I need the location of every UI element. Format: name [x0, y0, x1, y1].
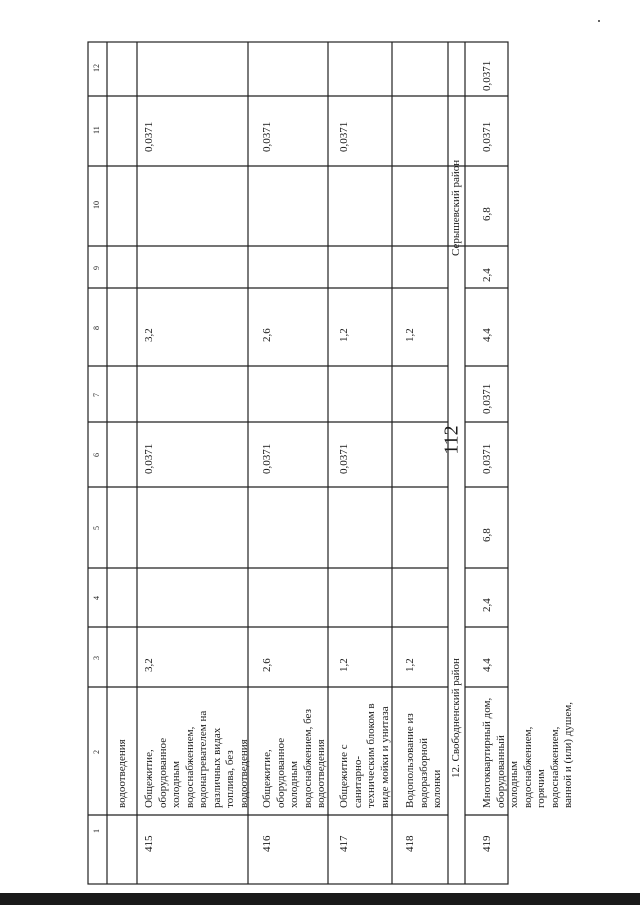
cell-417-c11: 0,0371 — [338, 121, 350, 152]
district-heading-seryshevsky: Серышевский район — [450, 159, 462, 256]
col-header-8: 8 — [92, 326, 101, 330]
scan-speck — [598, 20, 600, 22]
row-num-419: 419 — [481, 835, 493, 852]
cell-417-c6: 0,0371 — [338, 443, 350, 474]
col-header-12: 12 — [92, 64, 101, 72]
cell-419-c6: 0,0371 — [481, 443, 493, 474]
cell-419-c4: 2,4 — [481, 598, 493, 612]
cell-419-c10: 6,8 — [481, 207, 493, 221]
col-header-6: 6 — [92, 453, 101, 457]
col-header-5: 5 — [92, 526, 101, 530]
row-desc-418: Водопользование из водоразборной колонки — [404, 713, 443, 808]
cell-419-c11: 0,0371 — [481, 121, 493, 152]
cell-416-c11: 0,0371 — [261, 121, 273, 152]
cell-418-c8: 1,2 — [404, 328, 416, 342]
col-header-1: 1 — [92, 829, 101, 833]
cell-419-c8: 4,4 — [481, 328, 493, 342]
col-header-4: 4 — [92, 596, 101, 600]
cell-415-c11: 0,0371 — [143, 121, 155, 152]
cell-415-c6: 0,0371 — [143, 443, 155, 474]
cell-417-c8: 1,2 — [338, 328, 350, 342]
col-header-10: 10 — [92, 201, 101, 209]
continuation-text: водоотведения — [116, 739, 128, 808]
col-header-3: 3 — [92, 656, 101, 660]
row-num-417: 417 — [338, 835, 350, 852]
cell-416-c3: 2,6 — [261, 658, 273, 672]
cell-417-c3: 1,2 — [338, 658, 350, 672]
row-desc-415: Общежитие, оборудованное холодным водоснабжением, водонагревателем на различных видах топлива, без водоотведения — [143, 710, 250, 808]
col-header-7: 7 — [92, 393, 101, 397]
col-header-2: 2 — [92, 750, 101, 754]
scan-edge — [0, 893, 640, 905]
cell-416-c6: 0,0371 — [261, 443, 273, 474]
col-header-9: 9 — [92, 266, 101, 270]
row-num-416: 416 — [261, 835, 273, 852]
row-desc-417: Общежитие с санитарно- техническим блоком в виде мойки и унитаза — [338, 703, 391, 808]
row-num-415: 415 — [143, 835, 155, 852]
cell-419-c5: 6,8 — [481, 528, 493, 542]
cell-416-c8: 2,6 — [261, 328, 273, 342]
row-num-418: 418 — [404, 835, 416, 852]
district-heading-svobodnensky: 12. Свободненский район — [450, 658, 462, 778]
col-header-11: 11 — [92, 126, 101, 134]
cell-419-c12: 0,0371 — [481, 60, 493, 91]
row-desc-416: Общежитие, оборудованное холодным водоснабжением, без водоотведения — [261, 709, 327, 808]
page-number: 112 — [440, 425, 463, 455]
cell-418-c3: 1,2 — [404, 658, 416, 672]
cell-419-c9: 2,4 — [481, 268, 493, 282]
cell-415-c8: 3,2 — [143, 328, 155, 342]
row-desc-419: Многоквартирный дом, оборудованный холодным водоснабжением, горячим водоснабжением, ванной и (или) душем, — [481, 697, 574, 808]
cell-419-c7: 0,0371 — [481, 383, 493, 414]
cell-419-c3: 4,4 — [481, 658, 493, 672]
cell-415-c3: 3,2 — [143, 658, 155, 672]
